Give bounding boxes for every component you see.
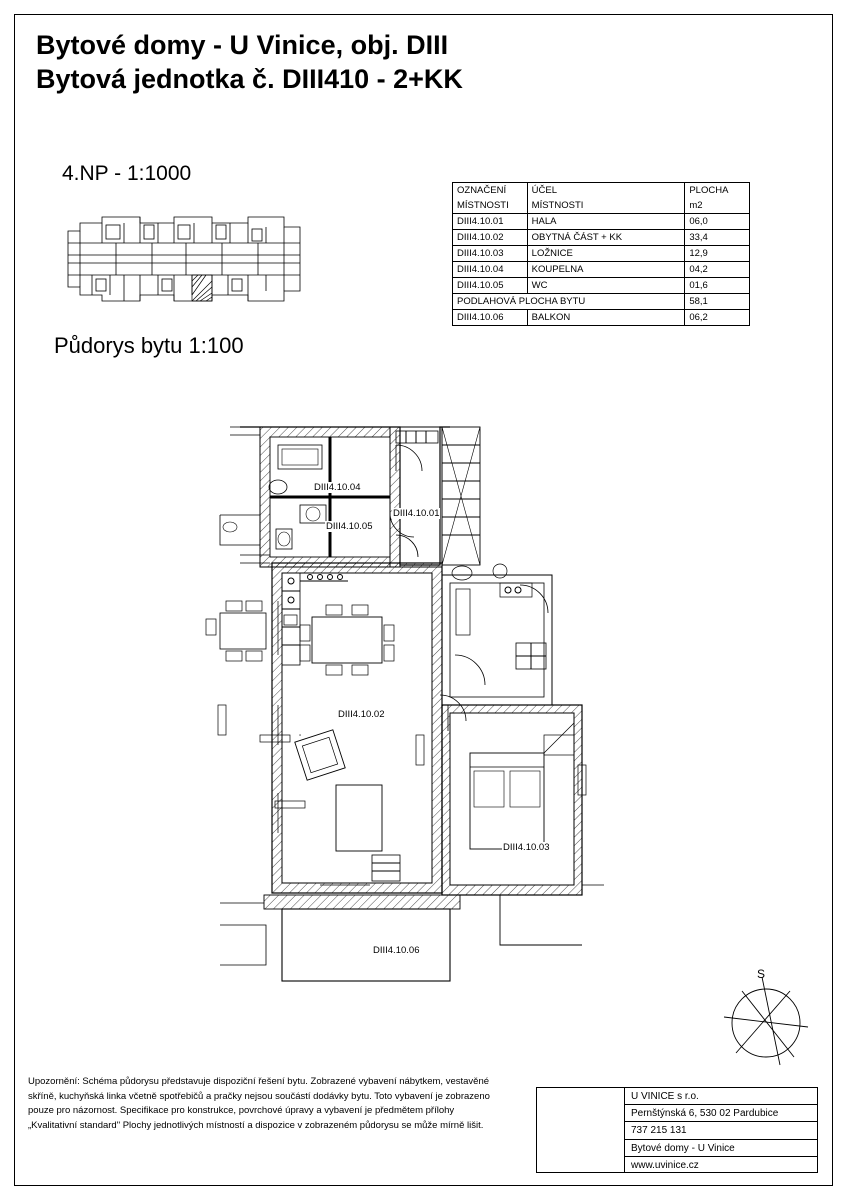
company-address: Pernštýnská 6, 530 02 Pardubice	[625, 1105, 817, 1122]
room-purpose: KOUPELNA	[527, 262, 685, 278]
room-area: 33,4	[685, 230, 750, 246]
company-phone: 737 215 131	[625, 1122, 817, 1139]
company-title-block	[536, 1087, 818, 1173]
keyplan-thumbnail	[62, 203, 312, 315]
header-area-line1: PLOCHA	[685, 183, 750, 199]
table-header-row	[453, 183, 750, 199]
room-purpose: WC	[527, 278, 685, 294]
room-schedule-table	[452, 182, 750, 326]
table-row	[453, 310, 750, 326]
header-area-line2: m2	[685, 198, 750, 214]
room-area: 06,0	[685, 214, 750, 230]
room-area: 01,6	[685, 278, 750, 294]
room-code: DIII4.10.04	[453, 262, 528, 278]
room-code: DIII4.10.01	[453, 214, 528, 230]
header-code-line1: OZNAČENÍ	[453, 183, 528, 199]
title-block	[36, 28, 736, 96]
table-header-row-2	[453, 198, 750, 214]
room-purpose: BALKON	[527, 310, 685, 326]
room-area: 12,9	[685, 246, 750, 262]
room-label-living: DIII4.10.02	[338, 709, 385, 720]
room-code: DIII4.10.03	[453, 246, 528, 262]
table-row	[453, 214, 750, 230]
room-purpose: HALA	[527, 214, 685, 230]
table-row	[453, 262, 750, 278]
room-purpose: OBYTNÁ ČÁST + KK	[527, 230, 685, 246]
room-code: DIII4.10.06	[453, 310, 528, 326]
room-code: DIII4.10.05	[453, 278, 528, 294]
header-purpose-line1: ÚČEL	[527, 183, 685, 199]
compass-rose	[716, 965, 816, 1070]
page-title-line-1: Bytové domy - U Vinice, obj. DIII	[36, 30, 449, 60]
logo-cell	[537, 1088, 625, 1172]
company-project: Bytové domy - U Vinice	[625, 1140, 817, 1157]
header-purpose-line2: MÍSTNOSTI	[527, 198, 685, 214]
keyplan-highlight-unit	[192, 275, 212, 301]
page-title-line-2: Bytová jednotka č. DIII410 - 2+KK	[36, 64, 463, 94]
table-total-row	[453, 294, 750, 310]
floorplan-caption: Půdorys bytu 1:100	[54, 333, 244, 358]
table-row	[453, 278, 750, 294]
total-area: 58,1	[685, 294, 750, 310]
compass-north-letter: S	[757, 967, 766, 981]
room-code: DIII4.10.02	[453, 230, 528, 246]
room-label-bedroom: DIII4.10.03	[503, 842, 550, 853]
table-row	[453, 230, 750, 246]
keyplan-caption: 4.NP - 1:1000	[62, 162, 192, 185]
company-name: U VINICE s r.o.	[625, 1088, 817, 1105]
total-label: PODLAHOVÁ PLOCHA BYTU	[453, 294, 685, 310]
table-row	[453, 246, 750, 262]
apartment-floor-plan	[200, 405, 630, 995]
disclaimer-text: Upozornění: Schéma půdorysu představuje dispoziční řešení bytu. Zobrazené vybavení nábytkem, vestavěné skříně, kuchyňská linka včetně spotřebičů a pračky nejsou součástí dodávky bytu. Toto vybavení je zobrazeno pouze pro názornost. Specifikace pro konstrukce, povrchové úpravy a vybavení je předmětem přílohy „Kvalitativní standard" Plochy jednotlivých místností a dispozice v zobrazeném půdorysu se může mírně lišit.	[28, 1076, 490, 1131]
room-label-hall: DIII4.10.01	[393, 508, 440, 519]
room-area: 04,2	[685, 262, 750, 278]
company-website[interactable]: www.uvinice.cz	[631, 1159, 699, 1171]
room-label-wc: DIII4.10.05	[326, 521, 373, 532]
room-purpose: LOŽNICE	[527, 246, 685, 262]
header-code-line2: MÍSTNOSTI	[453, 198, 528, 214]
room-label-bathroom: DIII4.10.04	[314, 482, 361, 493]
room-label-balcony: DIII4.10.06	[373, 945, 420, 956]
room-area: 06,2	[685, 310, 750, 326]
